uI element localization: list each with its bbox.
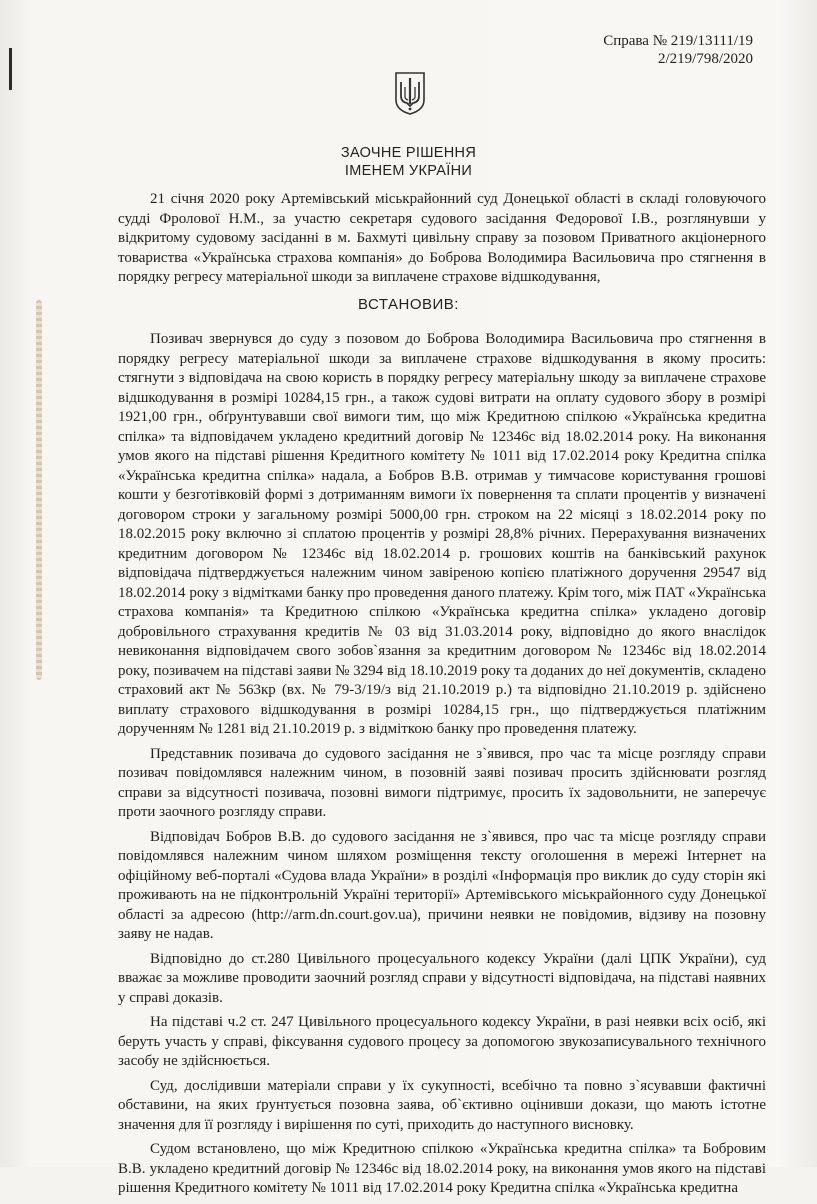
case-number-line-2: 2/219/798/2020 xyxy=(657,51,753,67)
paragraph-article-280: Відповідно до ст.280 Цивільного процесуального кодексу України (далі ЦПК України), суд вважає за можливе проводити заочний розгляд справи у відсутності відповідача, на підставі наявних у справі доказів. xyxy=(118,950,766,1006)
margin-mark xyxy=(9,48,12,90)
paragraph-claim: Позивач звернувся до суду з позовом до Боброва Володимира Васильовича про стягнення в порядку регресу матеріальної шкоди за виплачене страхове відшкодування в якому просить: стягнути з відповідача на свою користь в порядку регресу матеріальну шкоду за виплачене страхове відшкодування в розмірі 10284,15 грн., а також судові витрати на оплату судового збору в розмірі 1921,00 грн., обґрунтувавши свої вимоги тим, що між Кредитною спілкою «Українська кредитна спілка» та відповідачем укладено кредитний договір № 12346с від 18.02.2014 року. На виконання умов якого на підставі рішення Кредитного комітету № 1011 від 17.02.2014 року Кредитна спілка «Українська кредитна спілка» надала, а Бобров В.В. отримав у тимчасове користування грошові кошти у безготівковій формі з дотриманням вимоги їх повернення та сплати процентів у визначені договором строки у загальному розмірі 5000,00 грн. строком на 22 місяці з 18.02.2014 року по 18.02.2015 року включно зі сплатою процентів у розмірі 28,8% річних. Перерахування визначених кредитним договором № 12346с від 18.02.2014 р. грошових коштів на банківський рахунок відповідача підтверджується належним чином завіреною копією платіжного доручення 29547 від 18.02.2014 року з відмітками банку про проведення даного платежу. Крім того, між ПАТ «Українська страхова компанія» та Кредитною спілкою «Українська кредитна спілка» укладено договір добровільного страхування кредитів № 03 від 31.03.2014 року, відповідно до якого внаслідок невиконання відповідачем свого зобов`язання за кредитним договором № 12346с від 18.02.2014 року, позивачем на підставі заяви № 3294 від 18.10.2019 року та доданих до неї документів, складено страховий акт № 563кр (вх. № 79-3/19/з від 21.10.2019 р.) та відповідно 21.10.2019 р. здійснено виплату страхового відшкодування в розмірі 10284,15 грн., що підтверджується платіжним дорученням № 1281 від 21.10.2019 р. з відміткою банку про проведення платежу. xyxy=(118,331,766,737)
paragraph-defendant: Відповідач Бобров В.В. до судового засідання не з`явився, про час та місце розгляду справи повідомлявся належним чином шляхом розміщення тексту оголошення в мережі Інтернет на офіційному веб-порталі «Судова влада України» в розділі «Інформація про виклик до суду сторін які проживають на не підконтрольній Україні території» Артемівського міськрайонного суду Донецької області за адресою (http://arm.dn.court.gov.ua), причини неявки не повідомив, відзиву на позовну заяву не надав. xyxy=(118,828,766,942)
decision-subtitle: ІМЕНЕМ УКРАЇНИ xyxy=(344,163,473,179)
paragraph-evaluation: Суд, дослідивши матеріали справи у їх сукупності, всебічно та повно з`ясувавши фактичні обставини, на яких ґрунтується позовна заява, об`єктивно оцінивши докази, що мають істотне значення для її розгляду і вирішення по суті, приходить до наступного висновку. xyxy=(118,1077,766,1133)
paragraph-plaintiff: Представник позивача до судового засідання не з`явився, про час та місце розгляду справи позивач повідомлявся належним чином, в позовній заяві позивач просить здійснювати розгляд справи за відсутності позивача, позовні вимоги підтримує, просить їх задовольнити, не заперечує проти заочного розгляду справи. xyxy=(118,745,766,820)
case-number xyxy=(603,32,753,68)
main-text xyxy=(118,330,766,1204)
intro-text: 21 січня 2020 року Артемівський міськрайонний суд Донецької області в складі головуючого судді Фролової Н.М., за участю секретаря судового засідання Федорової І.В., розглянувши у відкритому судовому засіданні в м. Бахмуті цивільну справу за позовом Приватного акціонерного товариства «Українська страхова компанія» до Боброва Володимира Васильовича про стягнення в порядку регресу матеріальної шкоди за виплачене страхове відшкодування, xyxy=(118,191,766,285)
case-number-line-1: Справа № 219/13111/19 xyxy=(603,33,753,49)
trident-coat-of-arms-icon xyxy=(393,70,427,116)
paragraph-article-247: На підставі ч.2 ст. 247 Цивільного процесуального кодексу України, в разі неявки всіх осіб, які беруть участь у справі, фіксування судового процесу за допомогою звукозаписувального технічного засобу не здійснюється. xyxy=(118,1014,766,1069)
section-heading: ВСТАНОВИВ: xyxy=(358,296,459,313)
paragraph-established: Судом встановлено, що між Кредитною спілкою «Українська кредитна спілка» та Бобровим В.В. укладено кредитний договір № 12346с від 18.02.2014 року, на виконання умов якого на підставі рішення Кредитного комітету № 1011 від 17.02.2014 року Кредитна спілка «Українська кредитна xyxy=(118,1141,766,1196)
binding-thread xyxy=(36,300,42,680)
decision-title: ЗАОЧНЕ РІШЕННЯ xyxy=(340,145,477,161)
intro-paragraph xyxy=(118,190,766,288)
